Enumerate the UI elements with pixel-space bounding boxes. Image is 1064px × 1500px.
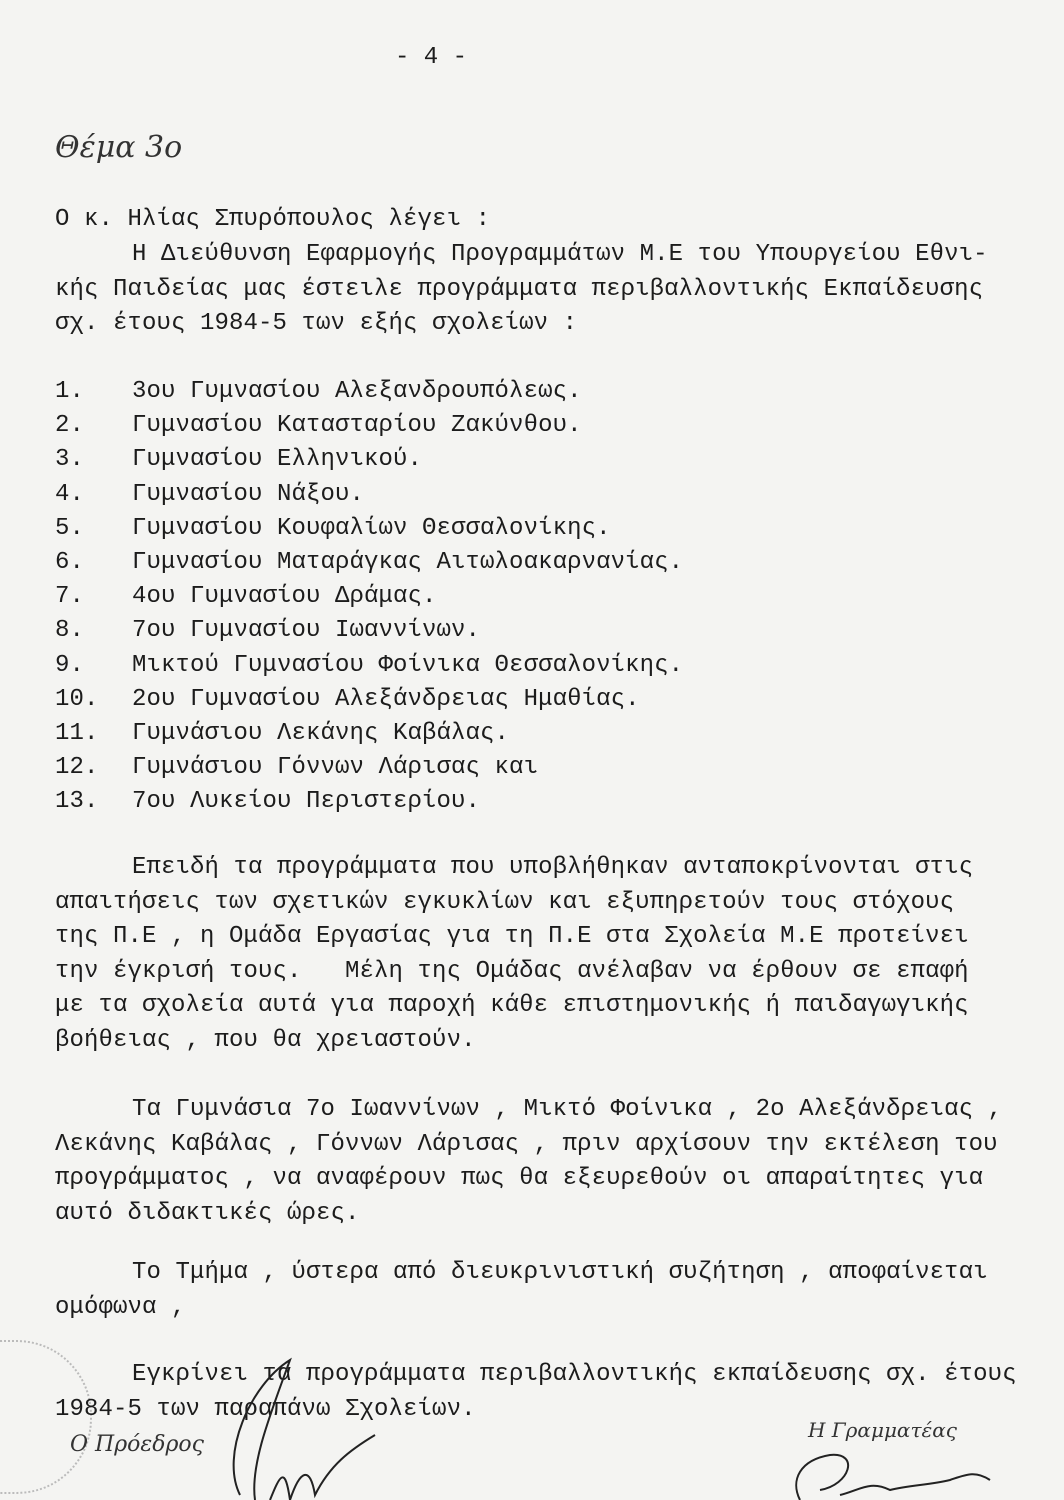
list-item: [55, 443, 683, 477]
school-name: Γυμνασίου Κουφαλίων Θεσσαλονίκης.: [132, 514, 611, 542]
intro-text: Ο κ. Ηλίας Σπυρόπουλος λέγει :: [55, 206, 491, 233]
list-item: [55, 580, 683, 614]
list-number: 4.: [55, 480, 85, 508]
secretary-signature: [770, 1440, 1010, 1500]
chairman-signature: [180, 1355, 380, 1500]
text-line: την έγκρισή τους. Μέλη της Ομάδας ανέλαβαν να έρθουν σε επαφή: [55, 957, 969, 985]
list-number: 1.: [55, 378, 85, 405]
text-line: Εγκρίνει τα προγράμματα περιβαλλοντικής εκπαίδευσης σχ. έτους: [132, 1361, 1017, 1388]
list-number: 13.: [55, 788, 99, 816]
text-line: απαιτήσεις των σχετικών εγκυκλίων και εξυπηρετούν τους στόχους: [55, 888, 955, 916]
list-item: [55, 649, 683, 683]
list-number: 2.: [55, 412, 85, 440]
text-line: Τα Γυμνάσια 7ο Ιωαννίνων , Μικτό Φοίνικα , 2ο Αλεξάνδρειας ,: [132, 1096, 1003, 1123]
list-item: [55, 717, 683, 751]
text-line: σχ. έτους 1984-5 των εξής σχολείων :: [55, 310, 578, 338]
school-name: Γυμνάσιου Γόννων Λάρισας και: [132, 754, 539, 782]
text-line: της Π.Ε , η Ομάδα Εργασίας για τη Π.Ε στα Σχολεία Μ.Ε προτείνει: [55, 923, 969, 951]
text-line: βοήθειας , που θα χρειαστούν.: [55, 1026, 476, 1054]
text-line: Επειδή τα προγράμματα που υποβλήθηκαν ανταποκρίνονται στις: [132, 854, 974, 881]
list-number: 11.: [55, 720, 99, 748]
page-number: - 4 -: [395, 44, 468, 71]
paragraph-3: [55, 1093, 1002, 1231]
text-line: Το Τμήμα , ύστερα από διευκρινιστική συζήτηση , αποφαίνεται: [132, 1259, 988, 1286]
text-line: κής Παιδείας μας έστειλε προγράμματα περιβαλλοντικής Εκπαίδευσης: [55, 275, 984, 303]
paragraph-2: [55, 851, 973, 1059]
list-number: 7.: [55, 583, 85, 611]
school-name: Γυμνασίου Ελληνικού.: [132, 446, 423, 474]
list-item: [55, 409, 683, 443]
text-line: προγράμματος , να αναφέρουν πως θα εξευρεθούν οι απαραίτητες για: [55, 1165, 984, 1193]
list-number: 5.: [55, 514, 85, 542]
school-name: Γυμνάσιου Λεκάνης Καβάλας.: [132, 720, 510, 748]
secretary-label: Η Γραμματέας: [808, 1418, 957, 1442]
list-item: [55, 478, 683, 512]
school-name: 4ου Γυμνασίου Δράμας.: [132, 583, 437, 611]
list-item: [55, 751, 683, 785]
school-name: Γυμνασίου Κατασταρίου Ζακύνθου.: [132, 412, 582, 440]
list-item: [55, 785, 683, 819]
text-line: Η Διεύθυνση Εφαρμογής Προγραμμάτων Μ.Ε του Υπουργείου Εθνι-: [132, 241, 988, 268]
school-name: Μικτού Γυμνασίου Φοίνικα Θεσσαλονίκης.: [132, 651, 684, 679]
list-item: [55, 512, 683, 546]
list-item: [55, 375, 683, 409]
list-item: [55, 546, 683, 580]
school-name: Γυμνασίου Ματαράγκας Αιτωλοακαρνανίας.: [132, 549, 684, 577]
school-name: 3ου Γυμνασίου Αλεξανδρουπόλεως.: [132, 378, 582, 405]
school-name: 2ου Γυμνασίου Αλεξάνδρειας Ημαθίας.: [132, 685, 640, 713]
list-item: [55, 614, 683, 648]
text-line: ομόφωνα ,: [55, 1293, 186, 1321]
text-line: 1984-5 των παραπάνω Σχολείων.: [55, 1395, 476, 1423]
text-line: Λεκάνης Καβάλας , Γόννων Λάρισας , πριν αρχίσουν την εκτέλεση του: [55, 1130, 998, 1158]
paragraph-4: [55, 1256, 988, 1325]
school-name: 7ου Λυκείου Περιστερίου.: [132, 788, 481, 816]
school-name: 7ου Γυμνασίου Ιωαννίνων.: [132, 617, 481, 645]
paragraph-1: [55, 238, 988, 342]
text-line: με τα σχολεία αυτά για παροχή κάθε επιστημονικής ή παιδαγωγικής: [55, 992, 969, 1020]
list-number: 9.: [55, 651, 85, 679]
list-number: 8.: [55, 617, 85, 645]
list-item: [55, 683, 683, 717]
list-number: 6.: [55, 549, 85, 577]
chairman-label: Ο Πρόεδρος: [70, 1432, 204, 1457]
section-title: Θέμα 3ο: [55, 130, 183, 165]
text-line: αυτό διδακτικές ώρες.: [55, 1199, 360, 1227]
list-number: 10.: [55, 685, 99, 713]
list-number: 3.: [55, 446, 85, 474]
school-name: Γυμνασίου Νάξου.: [132, 480, 365, 508]
school-list: [55, 375, 683, 820]
list-number: 12.: [55, 754, 99, 782]
